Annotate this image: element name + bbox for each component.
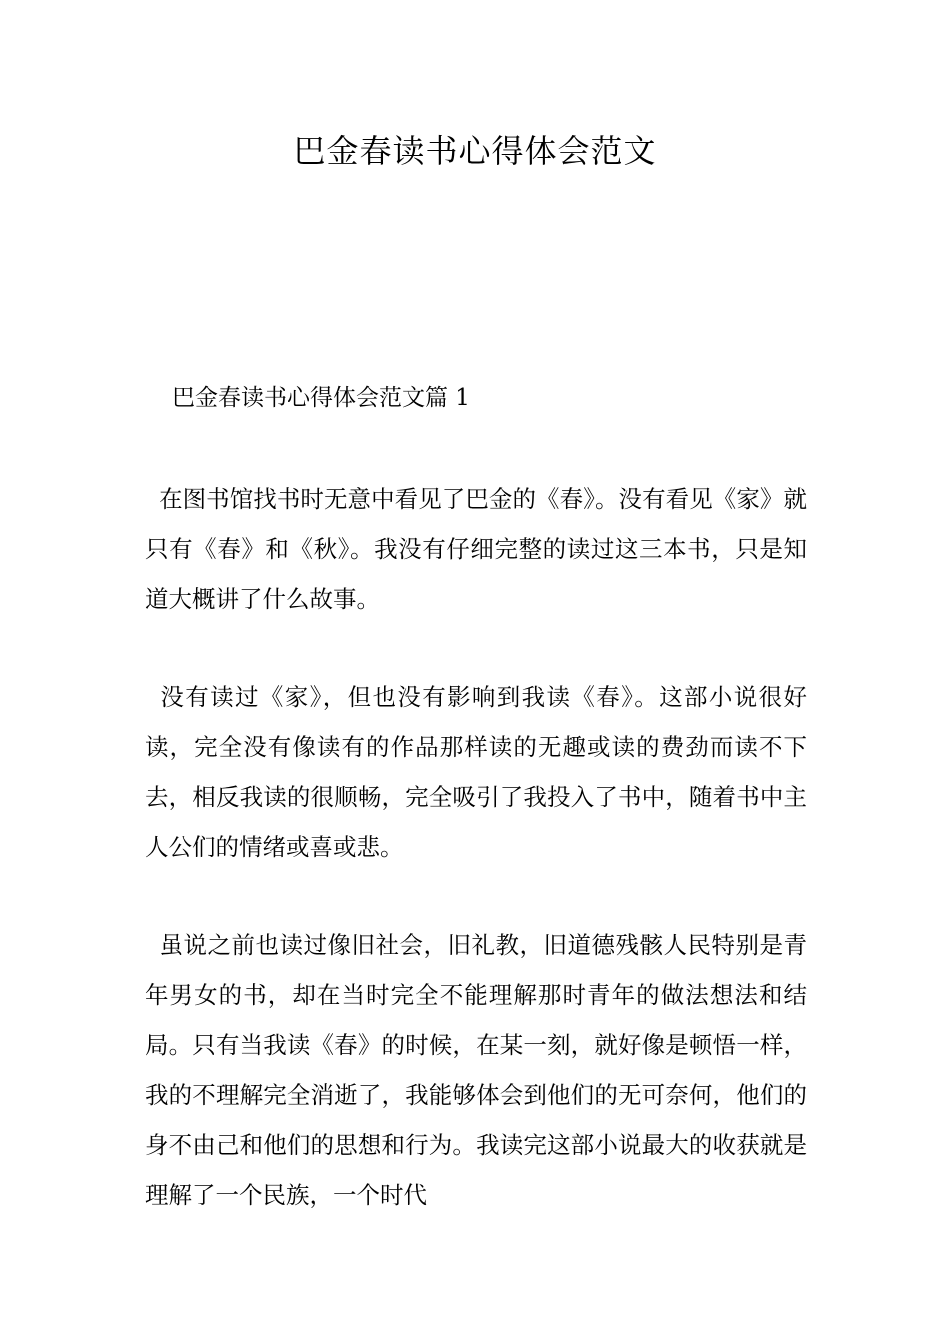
section-heading: 巴金春读书心得体会范文篇 1	[172, 385, 470, 411]
paragraph-3-text: 虽说之前也读过像旧社会，旧礼教，旧道德残骸人民特别是青年男女的书，却在当时完全不能理解那时青年的做法想法和结局。只有当我读《春》的时候，在某一刻，就好像是顿悟一样，我的不理解完全消逝了，我能够体会到他们的无可奈何，他们的身不由己和他们的思想和行为。我读完这部小说最大的收获就是理解了一个民族，一个时代	[145, 931, 807, 1209]
paragraph-1-text: 在图书馆找书时无意中看见了巴金的《春》。没有看见《家》就只有《春》和《秋》。我没有仔细完整的读过这三本书，只是知道大概讲了什么故事。	[145, 485, 807, 613]
document-title: 巴金春读书心得体会范文	[293, 132, 657, 170]
paragraph-2-text: 没有读过《家》，但也没有影响到我读《春》。这部小说很好读，完全没有像读有的作品那样读的无趣或读的费劲而读不下去，相反我读的很顺畅，完全吸引了我投入了书中，随着书中主人公们的情绪或喜或悲。	[145, 683, 807, 861]
paragraph-3	[145, 920, 807, 1220]
paragraph-1	[145, 474, 807, 624]
paragraph-2	[145, 672, 807, 872]
